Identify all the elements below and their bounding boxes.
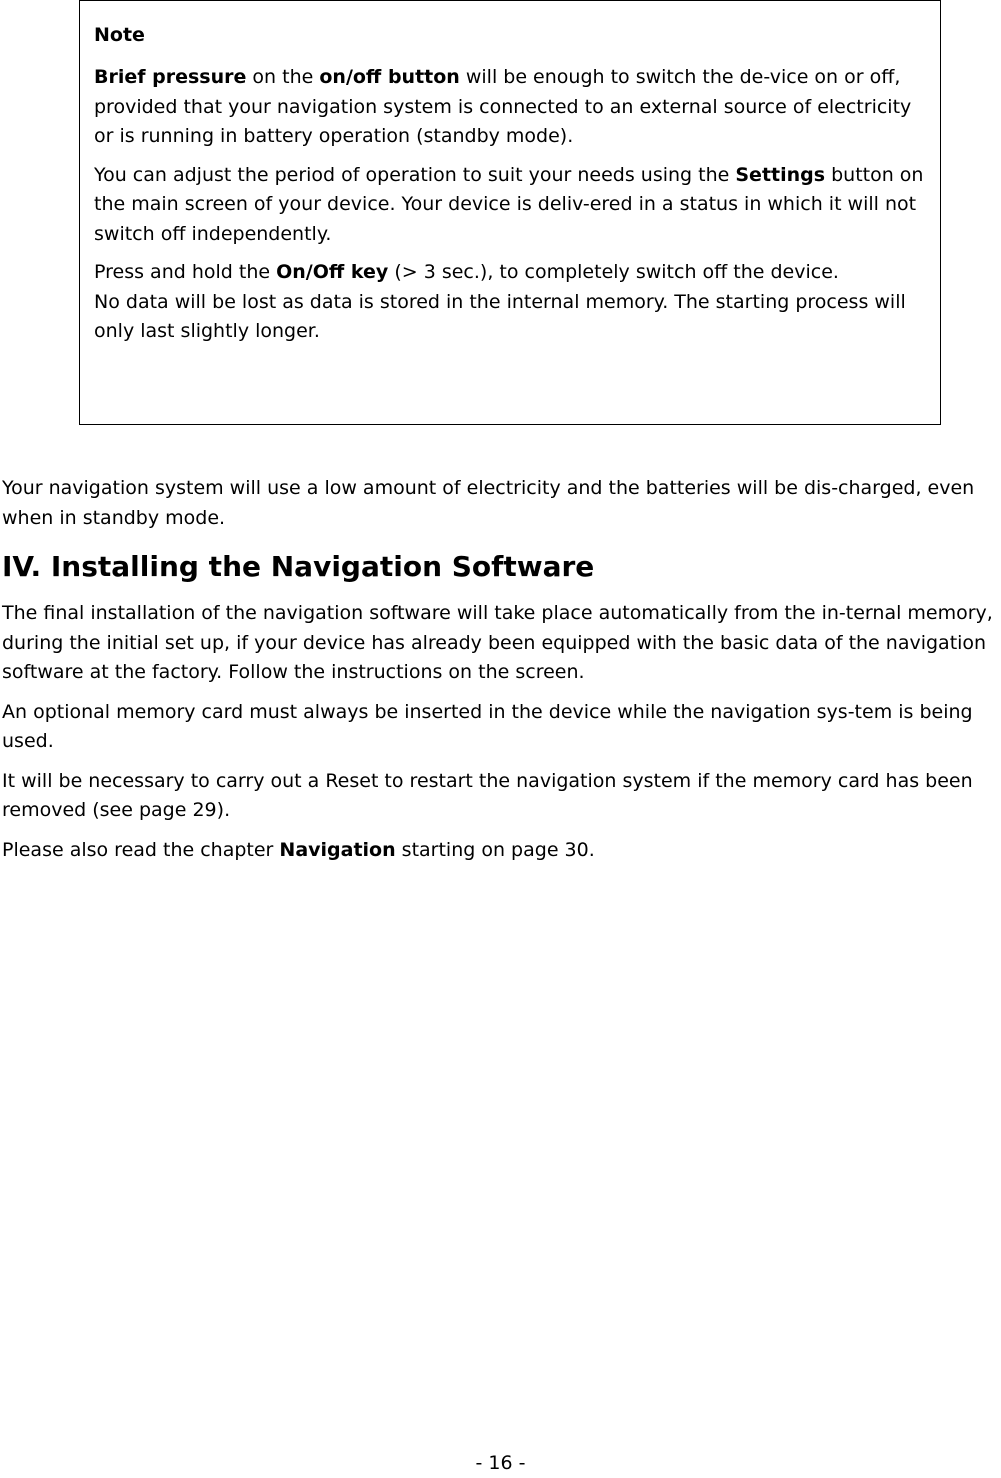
keyword-on-off-key: On/Off key bbox=[276, 261, 389, 283]
note-text: will be enough to switch the de-vice on or off, provided that your navigation system is connected to an external source of electricity or is running in battery operation (standby mode). bbox=[94, 66, 912, 147]
body-paragraph-memory-card: An optional memory card must always be inserted in the device while the navigation sys-tem is being used. bbox=[2, 700, 973, 752]
intro-paragraph: Your navigation system will use a low amount of electricity and the batteries will be dis-charged, even when in standby mode. bbox=[2, 477, 975, 529]
note-text: button on the main screen of your device. Your device is deliv-ered in a status in which it will not switch off independently. bbox=[94, 163, 924, 245]
note-text: (> 3 sec.), to completely switch off the device. bbox=[388, 261, 839, 283]
note-paragraph-settings bbox=[94, 161, 926, 250]
note-paragraph-brief-pressure bbox=[94, 63, 926, 152]
body-text: starting on page 30. bbox=[395, 838, 595, 861]
note-text: No data will be lost as data is stored in the internal memory. The starting process will only last slightly longer. bbox=[94, 290, 906, 342]
note-text: on the bbox=[246, 66, 320, 88]
note-box bbox=[79, 0, 941, 425]
note-title: Note bbox=[94, 24, 145, 46]
main-content bbox=[2, 474, 998, 875]
page-number: - 16 - bbox=[475, 1452, 526, 1474]
body-paragraph-navigation bbox=[2, 836, 998, 866]
note-text: You can adjust the period of operation to suit your needs using the bbox=[94, 163, 736, 186]
note-paragraph-on-off-key bbox=[94, 258, 926, 347]
section-heading: IV. Installing the Navigation Software bbox=[2, 550, 595, 583]
body-paragraph-reset: It will be necessary to carry out a Reset to restart the navigation system if the memory card has been removed (see page 29). bbox=[2, 769, 973, 821]
keyword-brief-pressure: Brief pressure bbox=[94, 66, 247, 88]
keyword-on-off-button: on/off button bbox=[319, 66, 460, 88]
note-text: Press and hold the bbox=[94, 261, 277, 283]
keyword-navigation: Navigation bbox=[279, 838, 396, 861]
body-paragraph-installation: The final installation of the navigation software will take place automatically from the in-ternal memory, during the initial set up, if your device has already been equipped with the basic data of the navigation software at the factory. Follow the instructions on the screen. bbox=[2, 602, 993, 683]
keyword-settings: Settings bbox=[735, 163, 826, 186]
body-text: Please also read the chapter bbox=[2, 838, 280, 861]
